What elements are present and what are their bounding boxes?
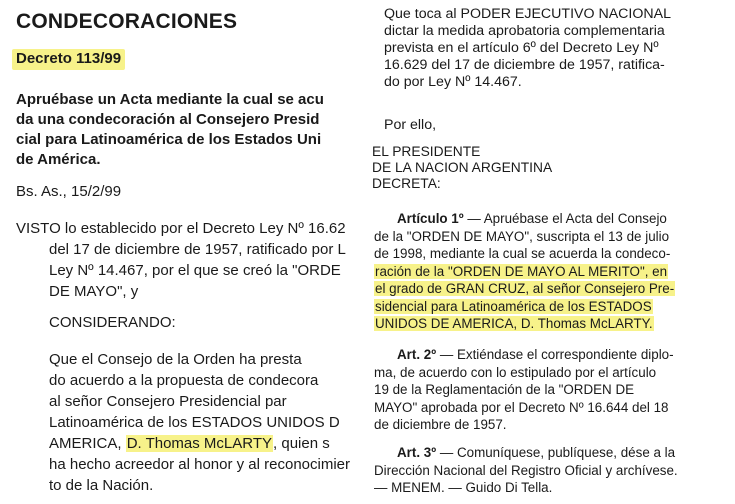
article-3 [374, 444, 678, 497]
visto-line: del 17 de diciembre de 1957, ratificado por L [49, 241, 346, 258]
art1-line-rest: — Apruébase el Acta del Consejo [463, 211, 667, 226]
intro-paragraph [384, 6, 671, 91]
president-line: DE LA NACION ARGENTINA [372, 160, 553, 175]
article-2 [374, 346, 674, 434]
art3-line-rest: — Comuníquese, publíquese, dése a la [436, 445, 676, 460]
art1-line [374, 315, 675, 333]
intro-line: Que toca al PODER EJECUTIVO NACIONAL [384, 6, 671, 22]
intro-line: 16.629 del 17 de diciembre de 1957, ratifica- [384, 57, 665, 73]
art1-line [374, 298, 675, 316]
que-line: Que el Consejo de la Orden ha presta [49, 351, 302, 368]
art2-line: ma, de acuerdo con lo estipulado por el artículo [374, 364, 657, 380]
summary-line: da una condecoración al Consejero Presid [16, 111, 320, 128]
que-line: ha hecho acreedor al honor y al reconocimier [49, 456, 351, 473]
art1-line: de la "ORDEN DE MAYO", suscripta el 13 de julio [374, 228, 670, 244]
summary-line: Apruébase un Acta mediante la cual se acu [16, 91, 324, 108]
visto-line: Ley Nº 14.467, por el que se creó la "ORDE [49, 262, 341, 279]
date-line: Bs. As., 15/2/99 [16, 183, 122, 200]
highlighted-name: D. Thomas McLARTY [126, 435, 273, 452]
art1-line [374, 263, 675, 281]
que-line [49, 433, 350, 454]
decree-summary [16, 90, 324, 170]
art3-line: — MENEM. — Guido Di Tella. [374, 480, 553, 495]
president-block [372, 144, 552, 192]
considerando-paragraph [49, 349, 350, 496]
art2-line-rest: — Extiéndase el correspondiente diplo- [436, 347, 674, 362]
art2-label: Art. 2º [397, 347, 437, 362]
que-line: to de la Nación. [49, 477, 154, 494]
president-line: EL PRESIDENTE [372, 144, 481, 159]
visto-paragraph [16, 218, 346, 302]
visto-line: VISTO lo establecido por el Decreto Ley Nº 16.62 [16, 220, 346, 237]
art1-highlight: ración de la "ORDEN DE MAYO AL MERITO", en [375, 263, 668, 279]
president-line: DECRETA: [372, 176, 441, 191]
que-line: al señor Consejero Presidencial par [49, 393, 287, 410]
section-title: CONDECORACIONES [16, 10, 238, 33]
art3-line [374, 444, 678, 462]
que-line-post: , quien s [273, 435, 330, 452]
art1-line [374, 280, 675, 298]
decree-label: Decreto 113/99 [12, 49, 125, 70]
intro-line: do por Ley Nº 14.467. [384, 74, 522, 90]
art1-line: de 1998, mediante la cual se acuerda la condeco- [374, 246, 671, 261]
art2-line [374, 346, 674, 364]
article-1 [374, 210, 675, 333]
intro-line: dictar la medida aprobatoria complementaria [384, 23, 665, 39]
summary-line: cial para Latinoamérica de los Estados Uni [16, 131, 322, 148]
art1-label: Artículo 1º [397, 211, 464, 226]
que-line-pre: AMERICA, [49, 435, 126, 452]
left-column [0, 0, 366, 504]
intro-line: prevista en el artículo 6º del Decreto Ley Nº [384, 40, 659, 56]
art2-line: MAYO" aprobada por el Decreto Nº 16.644 del 18 [374, 399, 669, 415]
art1-line [374, 210, 675, 228]
art1-highlight: sidencial para Latinoamérica de los ESTADOS [375, 298, 652, 314]
visto-line: DE MAYO", y [49, 283, 139, 300]
art2-line: 19 de la Reglamentación de la "ORDEN DE [374, 382, 635, 397]
right-column [372, 0, 735, 504]
art1-highlight: UNIDOS DE AMERICA, D. Thomas McLARTY. [375, 316, 653, 331]
summary-line: de América. [16, 151, 101, 168]
art3-line: Dirección Nacional del Registro Oficial y archívese. [374, 462, 678, 478]
art3-label: Art. 3º [397, 445, 437, 460]
art2-line: de diciembre de 1957. [374, 417, 507, 432]
que-line: do acuerdo a la propuesta de condecora [49, 372, 319, 389]
que-line: Latinoamérica de los ESTADOS UNIDOS D [49, 414, 340, 431]
por-ello: Por ello, [384, 117, 437, 133]
art1-highlight: el grado de GRAN CRUZ, al señor Consejero Pre- [375, 281, 675, 296]
considerando-heading: CONSIDERANDO: [49, 314, 176, 331]
